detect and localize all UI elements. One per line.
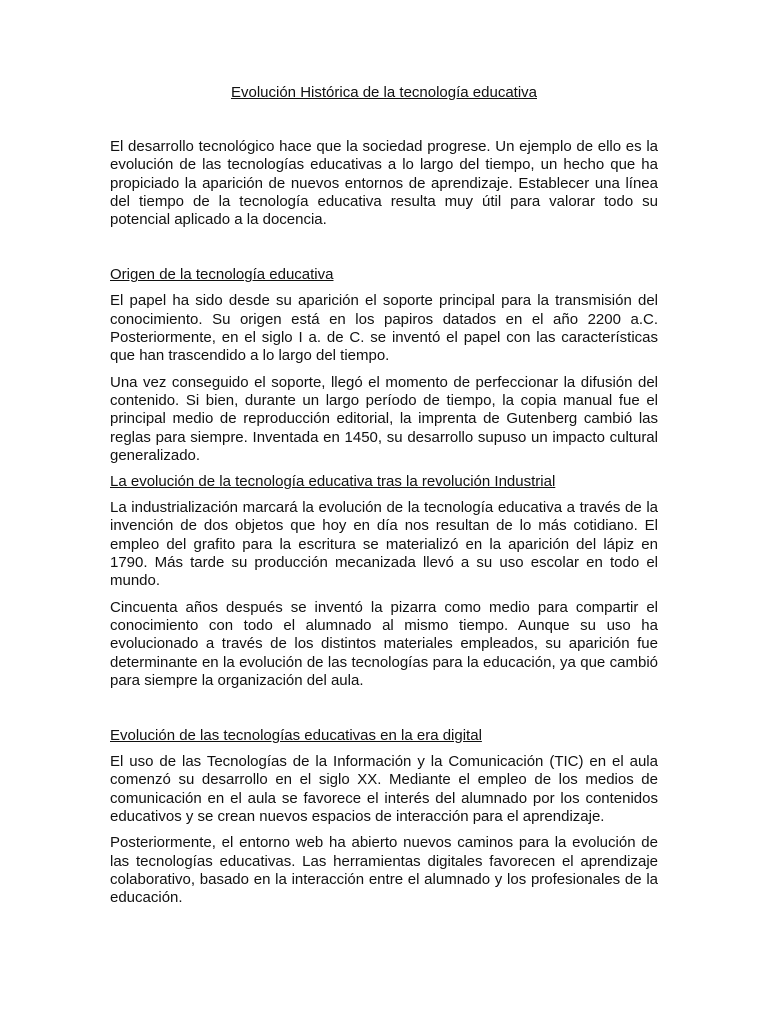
section-heading-digital: Evolución de las tecnologías educativas en la era digital: [110, 727, 482, 745]
industrial-paragraph-2: Cincuenta años después se inventó la pizarra como medio para compartir el conocimiento con todo el alumnado al mismo tiempo. Aunque su uso ha evolucionado a través de los distintos materiales empleados, su aparición fue determinante en la evolución de las tecnologías para la educación, ya que cambió para siempre la organización del aula.: [110, 598, 658, 689]
section-heading-origen: Origen de la tecnología educativa: [110, 266, 334, 284]
origen-paragraph-1: El papel ha sido desde su aparición el soporte principal para la transmisión del conocimiento. Su origen está en los papiros datados en el año 2200 a.C. Posteriormente, en el siglo I a. de C. se inventó el papel con las características que han trascendido a lo largo del tiempo.: [110, 292, 658, 365]
document-title: Evolución Histórica de la tecnología educativa: [230, 84, 537, 101]
intro-paragraph: El desarrollo tecnológico hace que la sociedad progrese. Un ejemplo de ello es la evolución de las tecnologías educativas a lo largo del tiempo, un hecho que ha propiciado la aparición de nuevos entornos de aprendizaje. Establecer una línea del tiempo de la tecnología educativa resulta muy útil para valorar todo su potencial aplicado a la docencia.: [110, 138, 658, 229]
digital-paragraph-1: El uso de las Tecnologías de la Información y la Comunicación (TIC) en el aula comenzó su desarrollo en el siglo XX. Mediante el empleo de los medios de comunicación en el aula se favorece el interés del alumnado por los contenidos educativos y se crean nuevos espacios de interacción para el aprendizaje.: [110, 753, 658, 826]
section-heading-industrial: La evolución de la tecnología educativa tras la revolución Industrial: [110, 473, 556, 491]
digital-paragraph-2: Posteriormente, el entorno web ha abierto nuevos caminos para la evolución de las tecnologías educativas. Las herramientas digitales favorecen el aprendizaje colaborativo, basado en la interacción entre el alumnado y los profesionales de la educación.: [110, 834, 658, 907]
origen-paragraph-2: Una vez conseguido el soporte, llegó el momento de perfeccionar la difusión del contenido. Si bien, durante un largo período de tiempo, la copia manual fue el principal medio de reproducción editorial, la imprenta de Gutenberg cambió las reglas para siempre. Inventada en 1450, su desarrollo supuso un impacto cultural generalizado.: [110, 373, 658, 464]
industrial-paragraph-1: La industrialización marcará la evolución de la tecnología educativa a través de la invención de dos objetos que hoy en día nos resultan de lo más cotidiano. El empleo del grafito para la escritura se materializó en la aparición del lápiz en 1790. Más tarde su producción mecanizada llevó a su uso escolar en todo el mundo.: [110, 499, 658, 590]
